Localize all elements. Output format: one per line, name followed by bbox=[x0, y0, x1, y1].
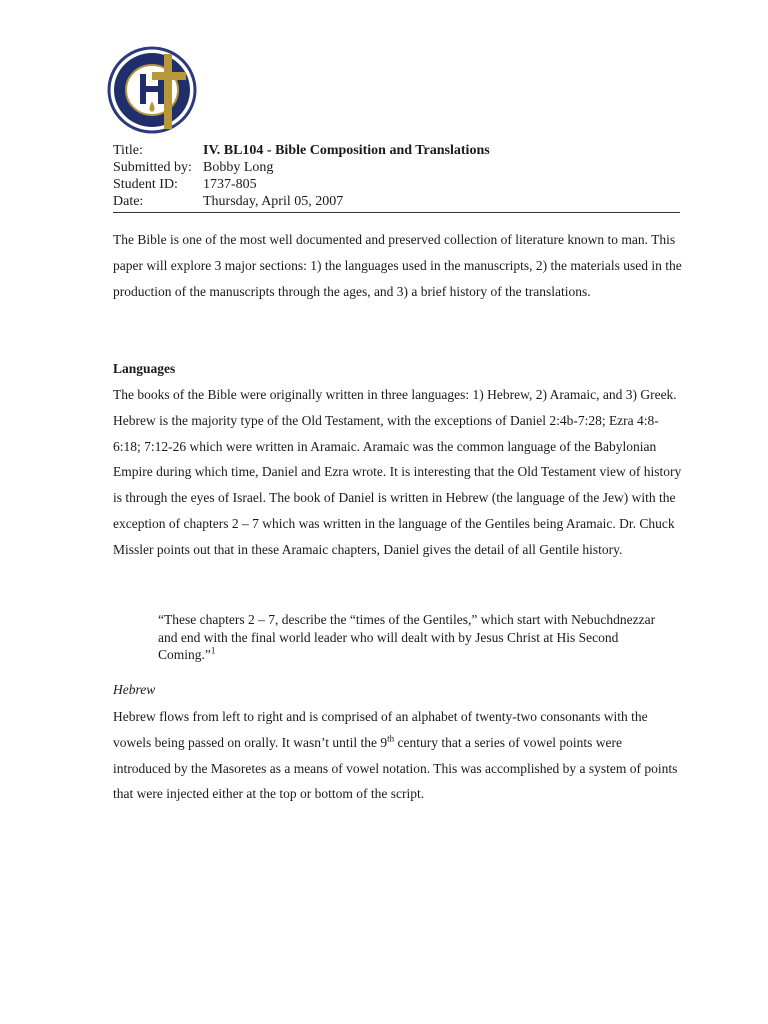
date-label: Date: bbox=[113, 194, 144, 209]
ordinal-superscript: th bbox=[387, 733, 395, 744]
student-id-label: Student ID: bbox=[113, 177, 178, 192]
header-row-submitted-by bbox=[113, 159, 680, 176]
languages-paragraph: The books of the Bible were originally written in three languages: 1) Hebrew, 2) Aramaic, and 3) Greek. Hebrew is the majority type of the Old Testament, with the exceptions of Daniel 2:4b-7:28; Ezra 4:8-6:18; 7:12-26 which were written in Aramaic. Aramaic was the common language of the Babylonian Empire during which time, Daniel and Ezra wrote. It is interesting that the Old Testament view of history is through the eyes of Israel. The book of Daniel is written in Hebrew (the language of the Jew) with the exception of chapters 2 – 7 which was written in the language of the Gentiles being Aramaic. Dr. Chuck Missler points out that in these Aramaic chapters, Daniel gives the detail of all Gentile history. bbox=[113, 387, 682, 557]
header-row-student-id bbox=[113, 176, 680, 193]
header-divider bbox=[113, 212, 680, 213]
submitted-by-label: Submitted by: bbox=[113, 160, 192, 175]
missler-quote bbox=[158, 611, 658, 664]
header-row-title bbox=[113, 142, 680, 159]
student-id-value: 1737-805 bbox=[203, 177, 257, 192]
header-row-date bbox=[113, 193, 680, 210]
footnote-marker[interactable]: 1 bbox=[210, 645, 216, 656]
intro-paragraph: The Bible is one of the most well documented and preserved collection of literature known to man. This paper will explore 3 major sections: 1) the languages used in the manuscripts, 2) the materials used in the production of the manuscripts through the ages, and 3) a brief history of the translations. bbox=[113, 232, 682, 299]
date-value: Thursday, April 05, 2007 bbox=[203, 194, 344, 209]
title-value: IV. BL104 - Bible Composition and Translations bbox=[203, 143, 490, 158]
hebrew-heading: Hebrew bbox=[113, 682, 156, 697]
languages-heading: Languages bbox=[113, 361, 176, 376]
submitted-by-value: Bobby Long bbox=[203, 160, 274, 175]
document-header bbox=[113, 142, 680, 210]
seminary-seal-cross-icon bbox=[106, 44, 204, 134]
title-label: Title: bbox=[113, 143, 143, 158]
quote-text: “These chapters 2 – 7, describe the “times of the Gentiles,” which start with Nebuchdnezzar and end with the final world leader who will dealt with by Jesus Christ at His Second Coming.” bbox=[158, 612, 656, 662]
hebrew-text-part1: Hebrew flows from left to right and is comprised of an alphabet of twenty-two consonants with the vowels being passed on orally. It wasn’t until the 9 bbox=[113, 709, 648, 750]
hebrew-text-part2: century that a series of vowel points were introduced by the Masoretes as a means of vowel notation. This was accomplished by a system of points that were injected either at the top or bottom of the script. bbox=[113, 734, 678, 802]
hebrew-paragraph bbox=[113, 704, 683, 807]
